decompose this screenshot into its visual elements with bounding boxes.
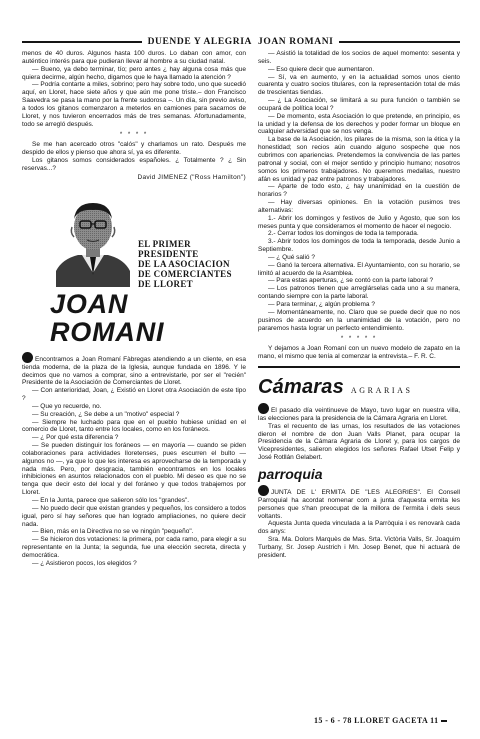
article-paragraph: — Bien, más en la Directiva no se ve ningún "pequeño". xyxy=(32,528,194,536)
section-divider xyxy=(258,366,460,368)
deck-line: DE LA ASOCIACION xyxy=(138,258,230,269)
article-paragraph: Tras el recuento de las urnas, los resultados de las votaciones dieron el nombre de don Juan Valls Planet, para ocupar la Presidencia de la Cámara Agraria de Lloret y, para los cargos de Vicepresidentes, salieron elegidos los señores Rafael Utset Felip y José Rotllán Gelabert. xyxy=(258,422,460,462)
footer-rule xyxy=(441,720,447,722)
article-paragraph: — Bueno, ya debo terminar, tío; pero antes ¿ hay alguna cosa más que quiera decirme, algún hecho, digamos que le haya llamado la atención ? xyxy=(22,65,246,81)
deck-line: DE LLORET xyxy=(138,278,193,289)
article-paragraph: — Se pueden distinguir los foráneos — en mayoría — cuando se piden colaboraciones para actividades lloretenses, pues escurren el bulto — algunos no —, ya que lo que les interesa es aprovecharse de la temporada y nada más. Pero, por desgracia, también encontramos en los locales inhibiciones en asuntos relacionados con el pueblo. Mi deseo es que no se tenga que decir esto del local y del foráneo y que todos trabajemos por Lloret. xyxy=(22,442,246,497)
article-paragraph: — En la Junta, parece que salieron sólo los "grandes". xyxy=(32,497,190,504)
footer-date-page: 15 - 6 - 78 LLORET GACETA 11 xyxy=(314,716,439,725)
article-paragraph: — ¿ Por qué esta diferencia ? xyxy=(32,434,119,442)
article-paragraph: — Su creación, ¿ Se debe a un "motivo" especial ? xyxy=(32,410,180,418)
camaras-header xyxy=(258,376,460,399)
section-header-left xyxy=(22,37,252,47)
deck-line: EL PRIMER xyxy=(138,238,191,249)
bullet-dot-icon xyxy=(258,485,269,496)
author-signature: David JIMENEZ ("Ross Hamilton") xyxy=(137,173,246,181)
article-paragraph: 3.- Abrir todos los domingos de toda la temporada, desde Junio a Septiembre. xyxy=(258,238,460,254)
deck-line: DE COMERCIANTES xyxy=(138,268,232,279)
article-paragraph: — Para terminar, ¿ algún problema ? xyxy=(268,301,375,308)
article-paragraph: — ¿ Asistieron pocos, los elegidos ? xyxy=(32,559,137,567)
feature-deck xyxy=(138,239,232,289)
article-paragraph: — ¿ Qué salió ? xyxy=(268,253,315,261)
article-paragraph: — Siempre he luchado para que en el pueblo hubiese unidad en el comercio de Lloret, tanto entre los locales, como en los foráneos. xyxy=(22,418,246,434)
article-paragraph: La base de la Asociación, los pilares de la misma, son la ética y la honestidad; son recios aún cuando alguno sospeche que nos cubrimos con apariencias. Pretendemos la convivencia de las partes patronal y social, con el mejor sentido y principio humano; nosotros somos los primeros trabajadores. No queremos medallas, nuestro afán es unidad y paz entre patronos y trabajadores. xyxy=(258,136,460,183)
article-paragraph: — Momentáneamente, no. Claro que se puede decir que no nos pusimos de acuerdo en la unanimidad de la votación, pero no pararemos hasta lograr un perfecto entendimiento. xyxy=(258,308,460,332)
section-header-right xyxy=(258,37,460,47)
section-title-romani: JOAN ROMANI xyxy=(258,37,334,47)
feature-headline: JOAN ROMANI xyxy=(50,288,165,347)
article-paragraph: — Se hicieron dos votaciones: la primera, por cada ramo, para elegir a su representante en la Junta; la segunda, fue una elección secreta, directa y democrática. xyxy=(22,536,246,559)
article-paragraph: 1.- Abrir los domingos y festivos de Julio y Agosto, que son los meses punta y que consideramos el momento de hacer el negocio. xyxy=(258,214,460,230)
article-paragraph: — ¿ La Asociación, se limitará a su pura función o también se ocupará de política local ? xyxy=(258,97,460,112)
section-stars: * * * * xyxy=(119,132,149,139)
right-column xyxy=(258,50,460,560)
deck-line: PRESIDENTE xyxy=(138,248,199,259)
article-paragraph: Los gitanos somos considerados españoles. ¿ Totalmente ? ¿ Sin reservas...? xyxy=(22,157,246,172)
article-paragraph: Se me han acercado otros "calós" y charlamos un rato. Después me despido de ellos y pienso que ahora sí, ya es diferente. xyxy=(22,141,246,157)
article-paragraph: — Eso quiere decir que aumentaron. xyxy=(268,65,375,73)
feature-block xyxy=(22,189,246,287)
article-paragraph: — Con anterioridad, Joan, ¿ Existió en Lloret otra Asociación de este tipo ? xyxy=(22,387,246,403)
article-paragraph: — Aparte de todo esto, ¿ hay unanimidad en la cuestión de horarios ? xyxy=(258,183,460,199)
section-title-duende: DUENDE Y ALEGRIA xyxy=(147,37,252,47)
article-paragraph: Encontramos a Joan Romaní Fàbregas atendiendo a un cliente, en esa tienda moderna, de la plaza de la Iglesia, aunque fundada en 1896. Y le decimos que no vamos a comprar, sino a entrevistarle, por ser el "recién" Presidente de la Asociación de Comerciantes de Lloret. xyxy=(22,352,246,387)
article-closing: Y dejamos a Joan Romaní con un nuevo modelo de zapato en la mano, el mismo que tenía al comenzar la entrevista.– F. R. C. xyxy=(258,345,460,361)
header-rule-right xyxy=(339,41,460,43)
parroquia-title: parroquia xyxy=(258,465,323,482)
article-paragraph: — De momento, esta Asociación lo que pretende, en principio, es la unidad y la defensa de los derechos y poder formar un bloque en cualquier adversidad que se nos venga. xyxy=(258,112,460,136)
article-paragraph: JUNTA DE L' ERMITA DE "LES ALEGRIES". El Consell Parroquial ha acordat nomenar com a junta d'aquesta ermita les persones que s'han preocupat de la millora de l'ermita i dels seus voltants. xyxy=(258,485,460,520)
left-column xyxy=(22,50,246,568)
section-stars: * * * * * xyxy=(340,336,378,343)
article-paragraph: 2.- Cerrar todos los domingos de toda la temporada. xyxy=(268,230,419,238)
article-paragraph: Aquesta Junta queda vinculada a la Parròquia i es renovarà cada dos anys: xyxy=(258,520,460,536)
bullet-dot-icon xyxy=(258,403,269,414)
article-paragraph: — Podría contarte a miles, sobrino; pero hay sobre todo, uno que sucedió aquí, en Lloret, hace siete años y que aún me pone triste.– don Francisco Saavedra se pasa la mano por la frente sudorosa –. Un día, sin previo aviso, a todos los gitanos comenzaron a meterlos en camiones para sacarnos de Lloret, y nos tuvieron encerrados más de tres semanas. Afortunadamente, todo se arregló después. xyxy=(22,81,246,128)
article-paragraph: — Que yo recuerde, no. xyxy=(32,402,102,410)
article-paragraph: Sra. Ma. Dolors Marquès de Mas. Srta. Victòria Valls, Sr. Joaquim Turbany, Sr. Josep Austrich i Mn. Josep Benet, que hi actuarà de president. xyxy=(258,536,460,559)
article-paragraph: — Ganó la tercera alternativa. El Ayuntamiento, con su horario, se limitó al acuerdo de la Asamblea. xyxy=(258,261,460,277)
camaras-title: Cámaras xyxy=(258,376,344,399)
article-paragraph: — Hay diversas opiniones. En la votación pusimos tres alternativas: xyxy=(258,199,460,214)
portrait-photo xyxy=(52,197,134,287)
header-rule-left xyxy=(22,41,142,43)
article-paragraph: El pasado día veintinueve de Mayo, tuvo lugar en nuestra villa, las elecciones para la presidencia de la Cámara Agraria en Lloret. xyxy=(258,403,460,423)
camaras-subtitle: AGRARIAS xyxy=(350,386,413,396)
article-paragraph: — Asistió la totalidad de los socios de aquel momento: sesenta y seis. xyxy=(258,50,460,65)
article-paragraph: — Los patronos tienen que arreglárselas cada uno a su manera, contando siempre con la parte laboral. xyxy=(258,285,460,301)
page-footer xyxy=(314,716,460,725)
article-paragraph: — No puedo decir que existan grandes y pequeños, los considero a todos igual, pero sí hay señores que han logrado ampliaciones, no quiere decir nada. xyxy=(22,504,246,528)
article-paragraph: — Para estas aperturas, ¿ se contó con la parte laboral ? xyxy=(268,277,434,285)
article-paragraph: menos de 40 duros. Algunos hasta 100 duros. Lo daban con amor, con auténtico interés para que pudieran llevar al hombre a su ciudad natal. xyxy=(22,50,246,65)
article-paragraph: — Sí, va en aumento, y en la actualidad somos unos ciento cuarenta y cuatro socios titulares, con la representación total de más de trescientas tiendas. xyxy=(258,73,460,97)
bullet-dot-icon xyxy=(22,352,33,363)
